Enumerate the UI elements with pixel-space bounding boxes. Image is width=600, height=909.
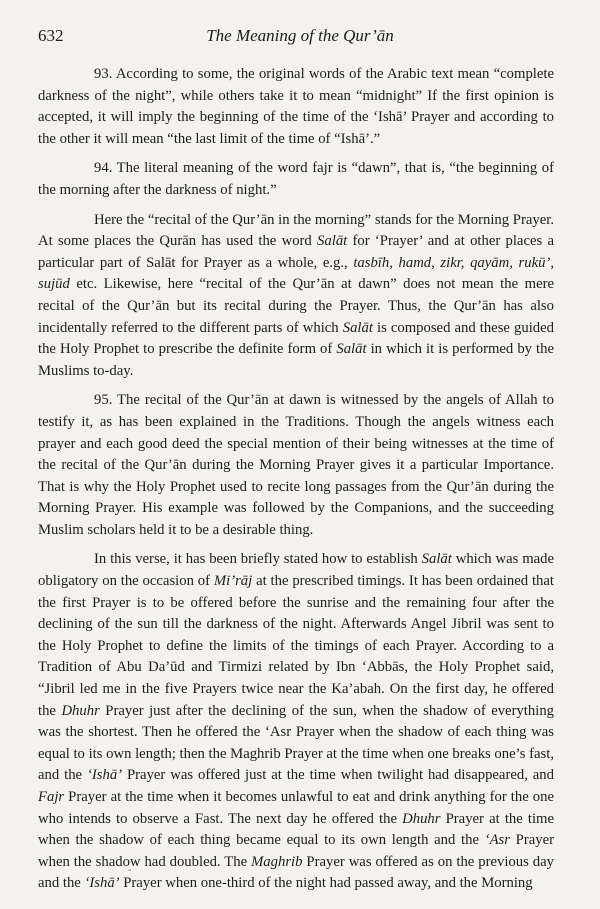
text-run: 93. According to some, the original words of the Arabic text mean “complete darkness of the night”, while others take it to mean “midnight” If the first opinion is accepted, it will imply the beginning of the time of the ‘Ishā’ Prayer and according to the other it will mean “the last limit of the time of “Ishā’.” bbox=[38, 66, 554, 147]
italic-term: Maghrib bbox=[251, 853, 303, 870]
text-run: etc. Likewise, here “recital of the Qur’ān at dawn” does not mean the mere recital of the Qur’ān but its recital during the Prayer. Thus, the Qur’ān has also incidentally referred to the different parts of which bbox=[38, 276, 554, 336]
italic-term: Dhuhr bbox=[61, 702, 100, 719]
text-run: is composed and these guided the Holy Prophet to prescribe the definite form of bbox=[38, 319, 554, 358]
text-run: 95. The recital of the Qur’ān at dawn is witnessed by the angels of Allah to testify it, as has been explained in the Traditions. Though the angels witness each prayer and each good deed the special mention of their being witnesses at the time of the recital of the Qur’ān during the Morning Prayer gives it a particular Importance. That is why the Holy Prophet used to recite long passages from the Qur’ān during the Morning Prayer. His example was followed by the Companions, and the succeeding Muslim scholars held it to be a desirable thing. bbox=[38, 392, 554, 538]
print-speck: ˘ bbox=[128, 868, 131, 878]
italic-term: Salāt bbox=[317, 233, 348, 250]
text-run: Here the “recital of the Qur’ān in the morning” stands for the Morning Prayer. At some places the Qurān has used the word bbox=[38, 211, 554, 250]
text-run: Prayer was offered just at the time when twilight had disappeared, and bbox=[122, 767, 554, 784]
text-run: Prayer when the shadow had doubled. The bbox=[38, 832, 554, 870]
text-run: 94. The literal meaning of the word fajr is “dawn”, that is, “the beginning of the morning after the darkness of night.” bbox=[38, 160, 554, 198]
italic-term: ‘Ishā’ bbox=[84, 875, 120, 892]
page-header bbox=[38, 26, 562, 50]
text-run: for ‘Prayer’ and at other places a particular part of Salāt for Prayer as a whole, e.g., bbox=[38, 233, 554, 271]
prayer-timings-paragraph bbox=[38, 549, 554, 895]
text-run: In this verse, it has been briefly stated how to establish bbox=[94, 551, 422, 568]
italic-term: ‘Asr bbox=[484, 832, 510, 849]
italic-term: Salāt bbox=[342, 319, 373, 336]
running-title: The Meaning of the Qur’ān bbox=[206, 26, 394, 45]
text-run: Prayer just after the declining of the sun, when the shadow of everything was the shortest. Then he offered the ‘Asr Prayer when the shadow of each thing was equal to its own length; then the Maghrib Prayer at the time when one breaks one’s fast, and the bbox=[38, 702, 555, 784]
text-run: Prayer at the time when it becomes unlawful to eat and drink anything for the one who intends to observe a Fast. The next day he offered the bbox=[38, 789, 554, 827]
morning-prayer-paragraph bbox=[38, 210, 554, 383]
note-94-paragraph bbox=[38, 158, 554, 201]
italic-term: Salāt bbox=[421, 551, 452, 568]
text-run: in which it is performed by the Muslims to-day. bbox=[38, 341, 555, 379]
italic-term: Salāt bbox=[336, 341, 367, 358]
text-run: Prayer at the time when the shadow of each thing became equal to its own length and the bbox=[38, 810, 555, 849]
note-95-paragraph bbox=[38, 390, 554, 541]
note-93-paragraph bbox=[38, 64, 554, 150]
body-text bbox=[38, 64, 554, 895]
page-number: 632 bbox=[38, 26, 64, 45]
text-run: Prayer when one-third of the night had passed away, and the Morning bbox=[119, 875, 533, 892]
text-run: at the prescribed timings. It has been ordained that the first Prayer is to be offered before the sunrise and the remaining four after the declining of the sun till the darkness of the night. Afterwards Angel Jibril was sent to the Holy Prophet to define the limits of the timings of each Prayer. According to a Tradition of Abu Da’ūd and Tirmizi related by Ibn ‘Abbās, the Holy Prophet said, “Jibril led me in the five Prayers twice near the Ka’abah. On the first day, he offered the bbox=[38, 573, 555, 719]
italic-term: Dhuhr bbox=[402, 810, 441, 827]
italic-term: tasbīh, hamd, zikr, qayām, rukū’, sujūd bbox=[38, 254, 554, 293]
italic-term: ‘Ishā’ bbox=[87, 767, 123, 784]
italic-term: Mi’rāj bbox=[213, 573, 253, 590]
text-run: which was made obligatory on the occasion of bbox=[38, 551, 555, 590]
italic-term: Fajr bbox=[38, 789, 65, 805]
text-run: Prayer was offered as on the previous day and the bbox=[38, 853, 554, 892]
